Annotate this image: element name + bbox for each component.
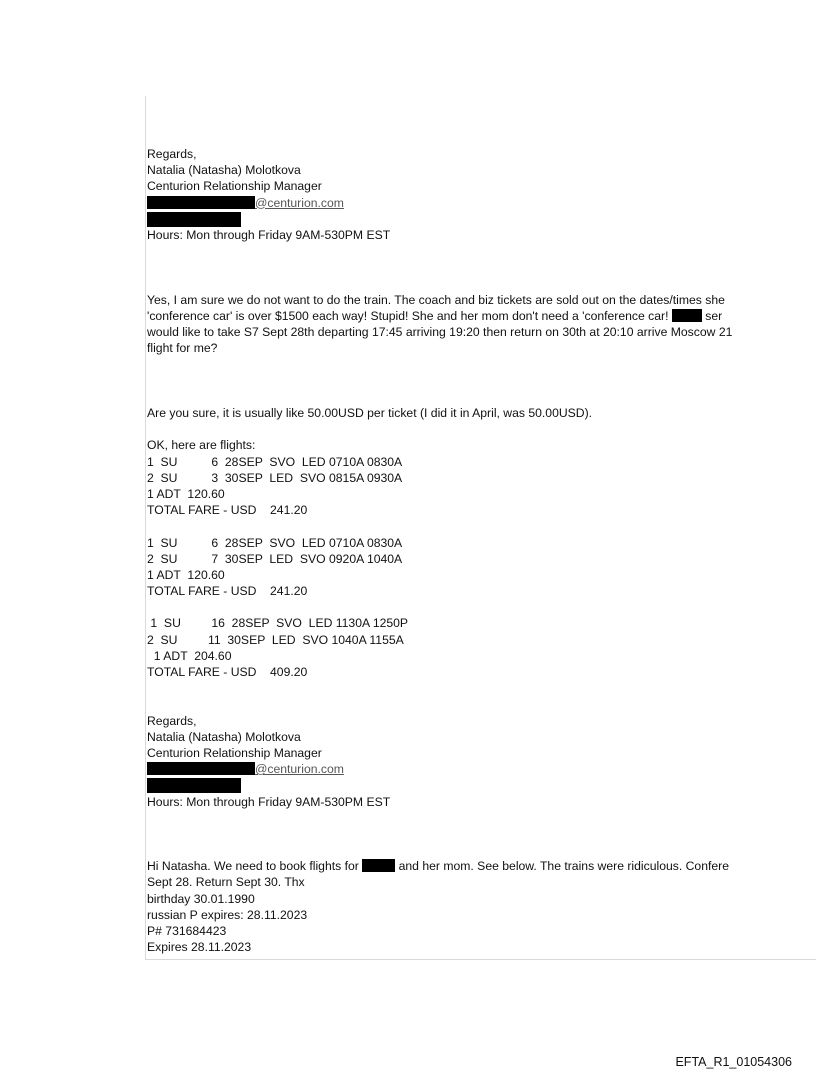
sender-title: Centurion Relationship Manager bbox=[147, 745, 322, 760]
flight-segment: 1 SU 16 28SEP SVO LED 1130A 1250P bbox=[147, 616, 409, 631]
flight-segment: 2 SU 7 30SEP LED SVO 0920A 1040A bbox=[147, 551, 403, 566]
message-line: P# 731684423 bbox=[147, 924, 227, 938]
message-text: and her mom. See below. The trains were ridiculous. Confere bbox=[398, 859, 729, 874]
message-line: would like to take S7 Sept 28th departing 17:45 arriving 19:20 then return on 30th at 20:10 arrive Moscow 21 bbox=[147, 325, 733, 340]
message-line: Sept 28. Return Sept 30. Thx bbox=[147, 875, 305, 890]
sender-title: Centurion Relationship Manager bbox=[147, 179, 322, 194]
fare-total: TOTAL FARE - USD 241.20 bbox=[147, 584, 308, 599]
email-link[interactable]: @centurion.com bbox=[255, 195, 344, 210]
flight-option-3 bbox=[147, 615, 816, 680]
hours-text: Hours: Mon through Friday 9AM-530PM EST bbox=[147, 794, 391, 809]
redaction-box bbox=[362, 859, 395, 872]
redaction-line bbox=[147, 211, 816, 227]
message-text: Hi Natasha. We need to book flights for bbox=[147, 859, 359, 874]
regards-text: Regards, bbox=[147, 713, 197, 728]
flight-segment: 2 SU 3 30SEP LED SVO 0815A 0930A bbox=[147, 470, 403, 485]
message-1 bbox=[147, 292, 816, 357]
flight-segment: 1 SU 6 28SEP SVO LED 0710A 0830A bbox=[147, 454, 403, 469]
fare-total: TOTAL FARE - USD 241.20 bbox=[147, 503, 308, 518]
document-id: EFTA_R1_01054306 bbox=[675, 1055, 792, 1069]
signature-block-2 bbox=[147, 713, 816, 810]
message-line: flight for me? bbox=[147, 341, 218, 356]
flight-option-1 bbox=[147, 454, 816, 519]
hours-text: Hours: Mon through Friday 9AM-530PM EST bbox=[147, 227, 391, 242]
message-3 bbox=[147, 858, 816, 955]
message-text: ser bbox=[705, 308, 723, 323]
flight-segment: 1 SU 6 28SEP SVO LED 0710A 0830A bbox=[147, 535, 403, 550]
message-line bbox=[147, 308, 816, 324]
email-body bbox=[147, 146, 816, 955]
regards-text: Regards, bbox=[147, 147, 197, 161]
fare-total: TOTAL FARE - USD 409.20 bbox=[147, 665, 308, 679]
message-2 bbox=[147, 405, 816, 680]
redaction-box bbox=[147, 196, 255, 209]
redaction-line bbox=[147, 777, 816, 793]
message-line: Expires 28.11.2023 bbox=[147, 940, 252, 955]
redaction-box bbox=[147, 212, 241, 227]
signature-block-1 bbox=[147, 146, 816, 243]
message-text: 'conference car' is over $1500 each way! Stupid! She and her mom don't need a 'conference car! bbox=[147, 308, 669, 323]
sender-name: Natalia (Natasha) Molotkova bbox=[147, 729, 301, 744]
message-line: Yes, I am sure we do not want to do the train. The coach and biz tickets are sold out on the dates/times she bbox=[147, 292, 725, 307]
message-line: russian P expires: 28.11.2023 bbox=[147, 907, 308, 922]
sender-name: Natalia (Natasha) Molotkova bbox=[147, 163, 301, 178]
fare-adt: 1 ADT 204.60 bbox=[147, 648, 232, 663]
email-link[interactable]: @centurion.com bbox=[255, 762, 344, 777]
email-line bbox=[147, 761, 816, 777]
fare-adt: 1 ADT 120.60 bbox=[147, 486, 225, 501]
flight-segment: 2 SU 11 30SEP LED SVO 1040A 1155A bbox=[147, 632, 404, 647]
message-line bbox=[147, 858, 816, 874]
flights-intro: OK, here are flights: bbox=[147, 438, 256, 453]
redaction-box bbox=[147, 762, 255, 775]
email-line bbox=[147, 195, 816, 211]
flight-option-2 bbox=[147, 535, 816, 600]
redaction-box bbox=[672, 309, 702, 322]
fare-adt: 1 ADT 120.60 bbox=[147, 567, 225, 582]
message-line: Are you sure, it is usually like 50.00USD per ticket (I did it in April, was 50.00USD). bbox=[147, 406, 593, 420]
redaction-box bbox=[147, 778, 241, 793]
message-line: birthday 30.01.1990 bbox=[147, 891, 255, 906]
